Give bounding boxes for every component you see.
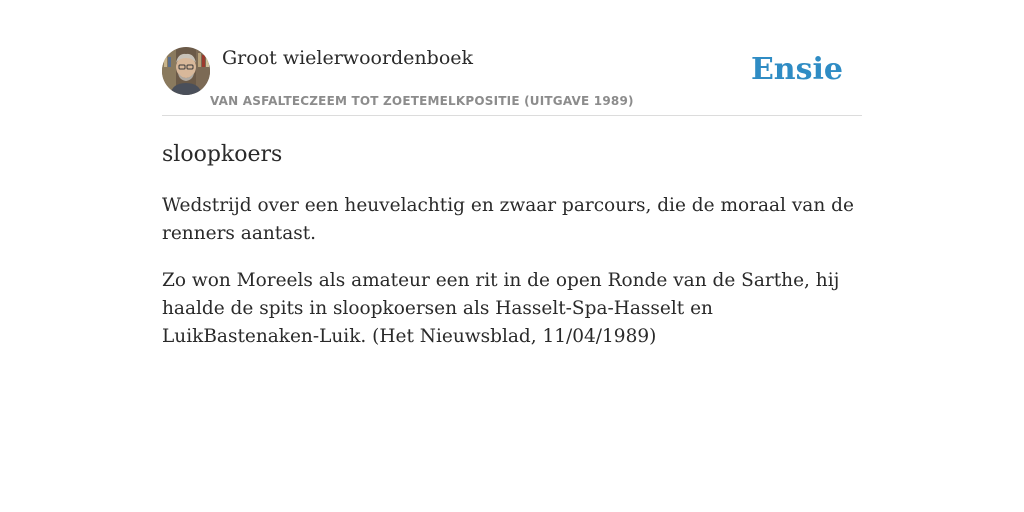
book-subtitle: VAN ASFALTECZEEM TOT ZOETEMELKPOSITIE (UITGAVE 1989): [210, 94, 634, 108]
author-avatar[interactable]: [162, 47, 210, 95]
author-portrait-icon: [162, 47, 210, 95]
entry-term: sloopkoers: [162, 142, 283, 167]
page-container: [162, 0, 862, 347]
header: [162, 0, 862, 116]
ensie-logo-link[interactable]: Ensie: [750, 52, 843, 87]
book-title-link[interactable]: Groot wielerwoordenboek: [222, 47, 474, 69]
entry-definition: Wedstrijd over een heuvelachtig en zwaar parcours, die de moraal van de renners aantast.: [162, 195, 854, 244]
entry-example: Zo won Moreels als amateur een rit in de open Ronde van de Sarthe, hij haalde de spits in sloopkoersen als Hasselt-Spa-Hasselt en LuikBastenaken-Luik. (Het Nieuwsblad, 11/04/1989): [162, 270, 840, 347]
